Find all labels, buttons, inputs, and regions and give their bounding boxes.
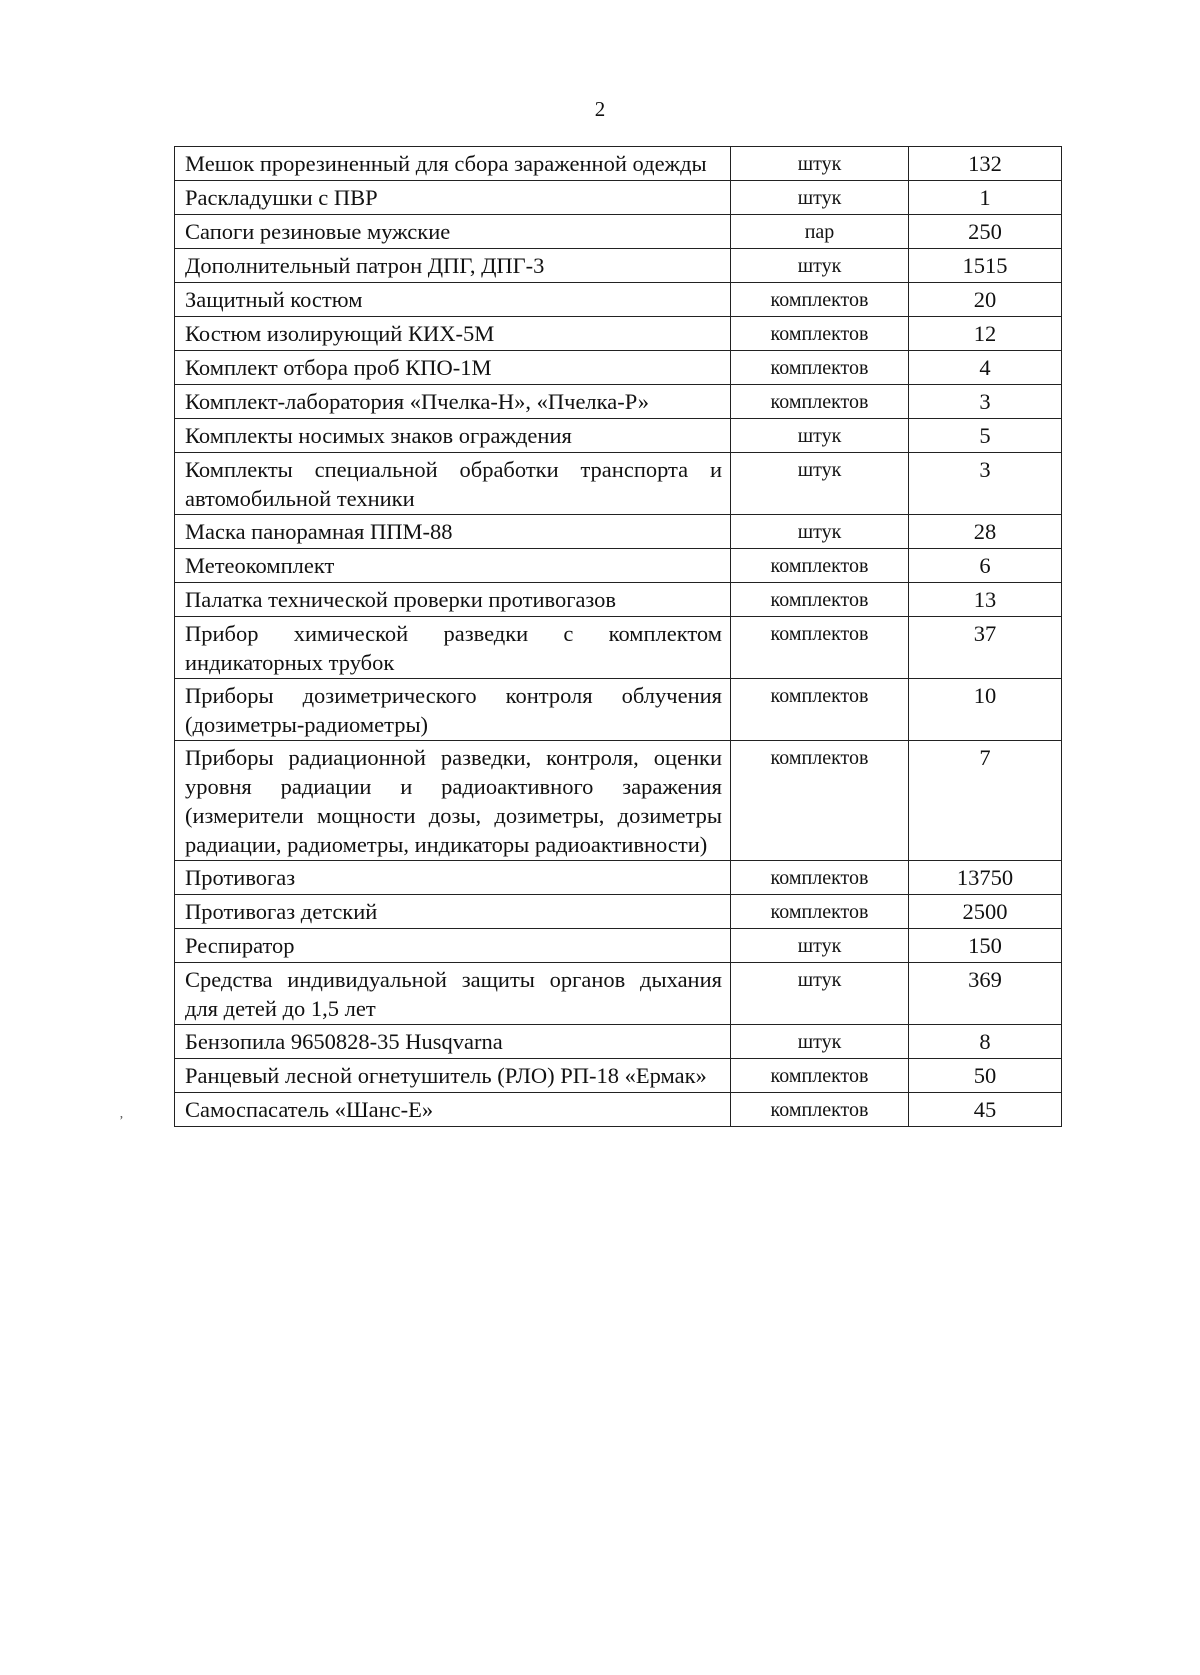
unit-cell: комплектов xyxy=(731,549,909,583)
table-row xyxy=(175,679,1062,741)
unit-cell: комплектов xyxy=(731,1059,909,1093)
quantity-cell: 3 xyxy=(909,385,1062,419)
quantity-cell: 45 xyxy=(909,1093,1062,1127)
table-row xyxy=(175,385,1062,419)
unit-cell: комплектов xyxy=(731,351,909,385)
quantity-cell: 6 xyxy=(909,549,1062,583)
item-name-cell: Комплект-лаборатория «Пчелка-Н», «Пчелка-Р» xyxy=(175,385,731,419)
inventory-table xyxy=(174,146,1062,1127)
table-row xyxy=(175,317,1062,351)
quantity-cell: 13 xyxy=(909,583,1062,617)
item-name-cell: Раскладушки с ПВР xyxy=(175,181,731,215)
item-name-cell: Противогаз xyxy=(175,861,731,895)
table-row xyxy=(175,181,1062,215)
item-name-cell: Маска панорамная ППМ-88 xyxy=(175,515,731,549)
quantity-cell: 132 xyxy=(909,147,1062,181)
item-name-cell: Метеокомплект xyxy=(175,549,731,583)
item-name-cell: Палатка технической проверки противогазов xyxy=(175,583,731,617)
table-row xyxy=(175,215,1062,249)
unit-cell: пар xyxy=(731,215,909,249)
quantity-cell: 250 xyxy=(909,215,1062,249)
table-row xyxy=(175,147,1062,181)
unit-cell: штук xyxy=(731,929,909,963)
item-name-cell: Комплект отбора проб КПО-1М xyxy=(175,351,731,385)
unit-cell: штук xyxy=(731,515,909,549)
quantity-cell: 2500 xyxy=(909,895,1062,929)
table-row xyxy=(175,351,1062,385)
table-row xyxy=(175,929,1062,963)
unit-cell: штук xyxy=(731,453,909,515)
quantity-cell: 8 xyxy=(909,1025,1062,1059)
table-row xyxy=(175,1093,1062,1127)
quantity-cell: 13750 xyxy=(909,861,1062,895)
item-name-cell: Прибор химической разведки с комплектом индикаторных трубок xyxy=(175,617,731,679)
unit-cell: комплектов xyxy=(731,861,909,895)
table-row xyxy=(175,741,1062,861)
item-name-cell: Защитный костюм xyxy=(175,283,731,317)
item-name-cell: Комплекты специальной обработки транспорта и автомобильной техники xyxy=(175,453,731,515)
table-row xyxy=(175,895,1062,929)
item-name-cell: Сапоги резиновые мужские xyxy=(175,215,731,249)
page-number: 2 xyxy=(594,97,606,121)
quantity-cell: 150 xyxy=(909,929,1062,963)
unit-cell: комплектов xyxy=(731,283,909,317)
scan-artifact-mark: ʼ xyxy=(119,1114,124,1129)
table-row xyxy=(175,283,1062,317)
quantity-cell: 4 xyxy=(909,351,1062,385)
item-name-cell: Мешок прорезиненный для сбора зараженной одежды xyxy=(175,147,731,181)
item-name-cell: Приборы радиационной разведки, контроля, оценки уровня радиации и радиоактивного заражения (измерители мощности дозы, дозиметры, дозиметры радиации, радиометры, индикаторы радиоактивности) xyxy=(175,741,731,861)
table-row xyxy=(175,515,1062,549)
quantity-cell: 3 xyxy=(909,453,1062,515)
quantity-cell: 7 xyxy=(909,741,1062,861)
quantity-cell: 50 xyxy=(909,1059,1062,1093)
table-row xyxy=(175,1025,1062,1059)
item-name-cell: Бензопила 9650828-35 Husqvarna xyxy=(175,1025,731,1059)
quantity-cell: 1515 xyxy=(909,249,1062,283)
unit-cell: комплектов xyxy=(731,385,909,419)
unit-cell: комплектов xyxy=(731,617,909,679)
unit-cell: комплектов xyxy=(731,895,909,929)
unit-cell: комплектов xyxy=(731,1093,909,1127)
unit-cell: штук xyxy=(731,963,909,1025)
table-row xyxy=(175,861,1062,895)
unit-cell: штук xyxy=(731,181,909,215)
table-row xyxy=(175,963,1062,1025)
item-name-cell: Ранцевый лесной огнетушитель (РЛО) РП-18 «Ермак» xyxy=(175,1059,731,1093)
quantity-cell: 12 xyxy=(909,317,1062,351)
quantity-cell: 10 xyxy=(909,679,1062,741)
item-name-cell: Дополнительный патрон ДПГ, ДПГ-3 xyxy=(175,249,731,283)
quantity-cell: 1 xyxy=(909,181,1062,215)
unit-cell: штук xyxy=(731,249,909,283)
table-row xyxy=(175,1059,1062,1093)
unit-cell: штук xyxy=(731,1025,909,1059)
table-row xyxy=(175,453,1062,515)
item-name-cell: Противогаз детский xyxy=(175,895,731,929)
unit-cell: штук xyxy=(731,419,909,453)
quantity-cell: 37 xyxy=(909,617,1062,679)
table-row xyxy=(175,249,1062,283)
quantity-cell: 20 xyxy=(909,283,1062,317)
unit-cell: комплектов xyxy=(731,741,909,861)
table-row xyxy=(175,617,1062,679)
unit-cell: комплектов xyxy=(731,317,909,351)
item-name-cell: Средства индивидуальной защиты органов дыхания для детей до 1,5 лет xyxy=(175,963,731,1025)
table-row xyxy=(175,419,1062,453)
unit-cell: комплектов xyxy=(731,679,909,741)
quantity-cell: 28 xyxy=(909,515,1062,549)
unit-cell: штук xyxy=(731,147,909,181)
quantity-cell: 369 xyxy=(909,963,1062,1025)
table-row xyxy=(175,549,1062,583)
table-row xyxy=(175,583,1062,617)
quantity-cell: 5 xyxy=(909,419,1062,453)
item-name-cell: Костюм изолирующий КИХ-5М xyxy=(175,317,731,351)
item-name-cell: Приборы дозиметрического контроля облучения (дозиметры-радиометры) xyxy=(175,679,731,741)
item-name-cell: Комплекты носимых знаков ограждения xyxy=(175,419,731,453)
item-name-cell: Самоспасатель «Шанс-Е» xyxy=(175,1093,731,1127)
item-name-cell: Респиратор xyxy=(175,929,731,963)
inventory-table-body xyxy=(175,147,1062,1127)
unit-cell: комплектов xyxy=(731,583,909,617)
